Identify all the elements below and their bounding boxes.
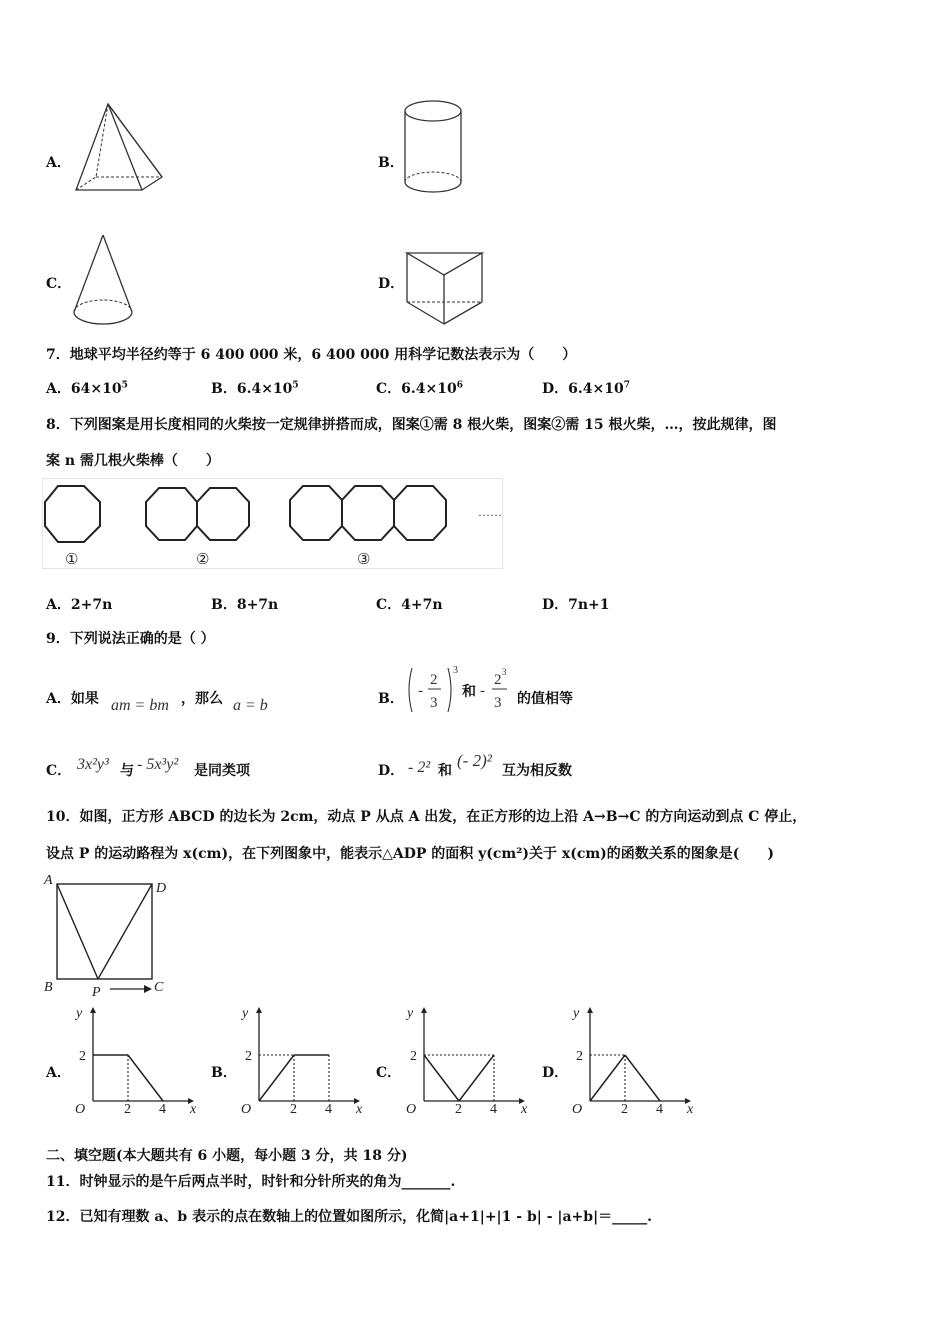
pattern-label-1: ① bbox=[65, 552, 79, 568]
q8-option-d: D．7n+1 bbox=[542, 597, 610, 613]
q9-a-mid-text: ，那么 bbox=[181, 691, 223, 707]
svg-text:-: - bbox=[418, 683, 423, 699]
q9-option-b-label: B． bbox=[378, 691, 404, 707]
y-axis-label: y bbox=[242, 1006, 249, 1021]
svg-text:C: C bbox=[154, 980, 164, 995]
q10-option-a-label: A． bbox=[46, 1065, 71, 1081]
q9-d-tail-text: 互为相反数 bbox=[502, 763, 572, 779]
y-axis-label: y bbox=[573, 1006, 580, 1021]
pattern-ellipsis: …… bbox=[478, 505, 502, 519]
matchstick-octagons-figure bbox=[42, 478, 504, 570]
graph-a bbox=[70, 1003, 205, 1123]
y-axis-label: y bbox=[76, 1006, 83, 1021]
q9-c-term1: 3x²y³ bbox=[77, 756, 109, 773]
q9-option-c-label: C． bbox=[46, 763, 72, 779]
q9-c-term2: - 5x³y² bbox=[137, 756, 179, 773]
q6-option-d-label: D． bbox=[378, 276, 405, 292]
q6-option-b-label: B． bbox=[378, 155, 404, 171]
svg-text:-: - bbox=[480, 683, 485, 699]
cylinder-figure bbox=[402, 98, 464, 198]
x-axis-label: x bbox=[190, 1102, 197, 1117]
q10-option-b-label: B． bbox=[211, 1065, 237, 1081]
q8-option-a: A．2+7n bbox=[46, 597, 113, 613]
origin-label: O bbox=[406, 1102, 417, 1117]
origin-label: O bbox=[75, 1102, 86, 1117]
y-tick-2: 2 bbox=[410, 1049, 417, 1064]
svg-text:2: 2 bbox=[430, 672, 438, 688]
svg-text:3: 3 bbox=[430, 695, 438, 711]
x-tick-4: 4 bbox=[159, 1102, 166, 1117]
x-tick-2: 2 bbox=[455, 1102, 462, 1117]
section2-title: 二、填空题(本大题共有 6 小题，每小题 3 分，共 18 分) bbox=[46, 1148, 408, 1164]
q6-option-a-label: A． bbox=[46, 155, 71, 171]
q9-a-expression-2: a = b bbox=[233, 697, 268, 714]
x-tick-4: 4 bbox=[325, 1102, 332, 1117]
q11-text: 11．时钟显示的是午后两点半时，时针和分针所夹的角为_______. bbox=[46, 1174, 456, 1190]
q7-question-text: 7．地球平均半径约等于 6 400 000 米，6 400 000 用科学记数法表示为（ ） bbox=[46, 347, 577, 363]
svg-text:A: A bbox=[44, 873, 53, 888]
q9-a-expression-1: am = bm bbox=[111, 697, 169, 714]
x-axis-label: x bbox=[356, 1102, 363, 1117]
q9-b-tail-text: 的值相等 bbox=[517, 691, 573, 707]
square-abcd-figure bbox=[42, 872, 177, 1000]
q10-question-line2: 设点 P 的运动路程为 x(cm)，在下列图象中，能表示△ADP 的面积 y(cm²)关于 x(cm)的函数关系的图象是( ) bbox=[46, 846, 775, 862]
y-tick-2: 2 bbox=[576, 1049, 583, 1064]
q9-option-a: A．如果 bbox=[46, 691, 99, 707]
graph-d bbox=[567, 1003, 702, 1123]
svg-text:3: 3 bbox=[502, 667, 507, 677]
q9-b-expression bbox=[404, 662, 519, 722]
y-axis-label: y bbox=[407, 1006, 414, 1021]
q9-d-term1: - 2² bbox=[408, 759, 431, 776]
x-tick-2: 2 bbox=[621, 1102, 628, 1117]
q7-option-d: D．$6.4\times 10^7$ bbox=[542, 380, 630, 397]
q7-option-a: A．$64\times 10^5$ bbox=[46, 380, 128, 397]
q10-option-c-label: C． bbox=[376, 1065, 402, 1081]
q9-c-tail-text: 是同类项 bbox=[194, 763, 250, 779]
svg-text:D: D bbox=[156, 881, 167, 896]
q8-question-line2: 案 n 需几根火柴棒（ ） bbox=[46, 453, 220, 469]
graph-c bbox=[401, 1003, 536, 1123]
svg-text:2: 2 bbox=[494, 672, 502, 688]
cone-figure bbox=[70, 232, 140, 332]
x-tick-2: 2 bbox=[124, 1102, 131, 1117]
y-tick-2: 2 bbox=[79, 1049, 86, 1064]
q12-text: 12．已知有理数 a、b 表示的点在数轴上的位置如图所示，化简|a+1|+|1 - b| - |a+b|＝_____. bbox=[46, 1209, 653, 1225]
svg-text:3: 3 bbox=[494, 695, 502, 711]
x-axis-label: x bbox=[687, 1102, 694, 1117]
origin-label: O bbox=[241, 1102, 252, 1117]
svg-text:B: B bbox=[44, 980, 53, 995]
graph-b bbox=[236, 1003, 371, 1123]
svg-text:3: 3 bbox=[453, 665, 458, 676]
origin-label: O bbox=[572, 1102, 583, 1117]
q9-d-term2: (- 2)² bbox=[457, 751, 492, 770]
q10-question-line1: 10．如图，正方形 ABCD 的边长为 2cm，动点 P 从点 A 出发，在正方形的边上沿 A→B→C 的方向运动到点 C 停止， bbox=[46, 809, 807, 825]
x-axis-label: x bbox=[521, 1102, 528, 1117]
q8-question-line1: 8．下列图案是用长度相同的火柴按一定规律拼搭而成，图案①需 8 根火柴，图案②需 15 根火柴，…，按此规律，图 bbox=[46, 417, 777, 433]
svg-text:和: 和 bbox=[462, 685, 476, 700]
q9-c-yu: 与 bbox=[120, 763, 134, 779]
y-tick-2: 2 bbox=[245, 1049, 252, 1064]
svg-text:P: P bbox=[92, 985, 101, 1000]
q9-option-d-label: D． bbox=[378, 763, 405, 779]
x-tick-4: 4 bbox=[490, 1102, 497, 1117]
q8-option-c: C．4+7n bbox=[376, 597, 443, 613]
triangular-prism-figure bbox=[402, 250, 487, 330]
q8-option-b: B．8+7n bbox=[211, 597, 279, 613]
pattern-label-3: ③ bbox=[357, 552, 371, 568]
x-tick-4: 4 bbox=[656, 1102, 663, 1117]
q7-option-c: C．$6.4\times 10^6$ bbox=[376, 380, 463, 397]
pattern-label-2: ② bbox=[196, 552, 210, 568]
pyramid-figure bbox=[70, 100, 165, 200]
q7-option-b: B．$6.4\times 10^5$ bbox=[211, 380, 299, 397]
q10-option-d-label: D． bbox=[542, 1065, 569, 1081]
x-tick-2: 2 bbox=[290, 1102, 297, 1117]
q9-d-he: 和 bbox=[438, 763, 452, 779]
q9-question-text: 9．下列说法正确的是（ ） bbox=[46, 631, 215, 647]
q6-option-c-label: C． bbox=[46, 276, 72, 292]
